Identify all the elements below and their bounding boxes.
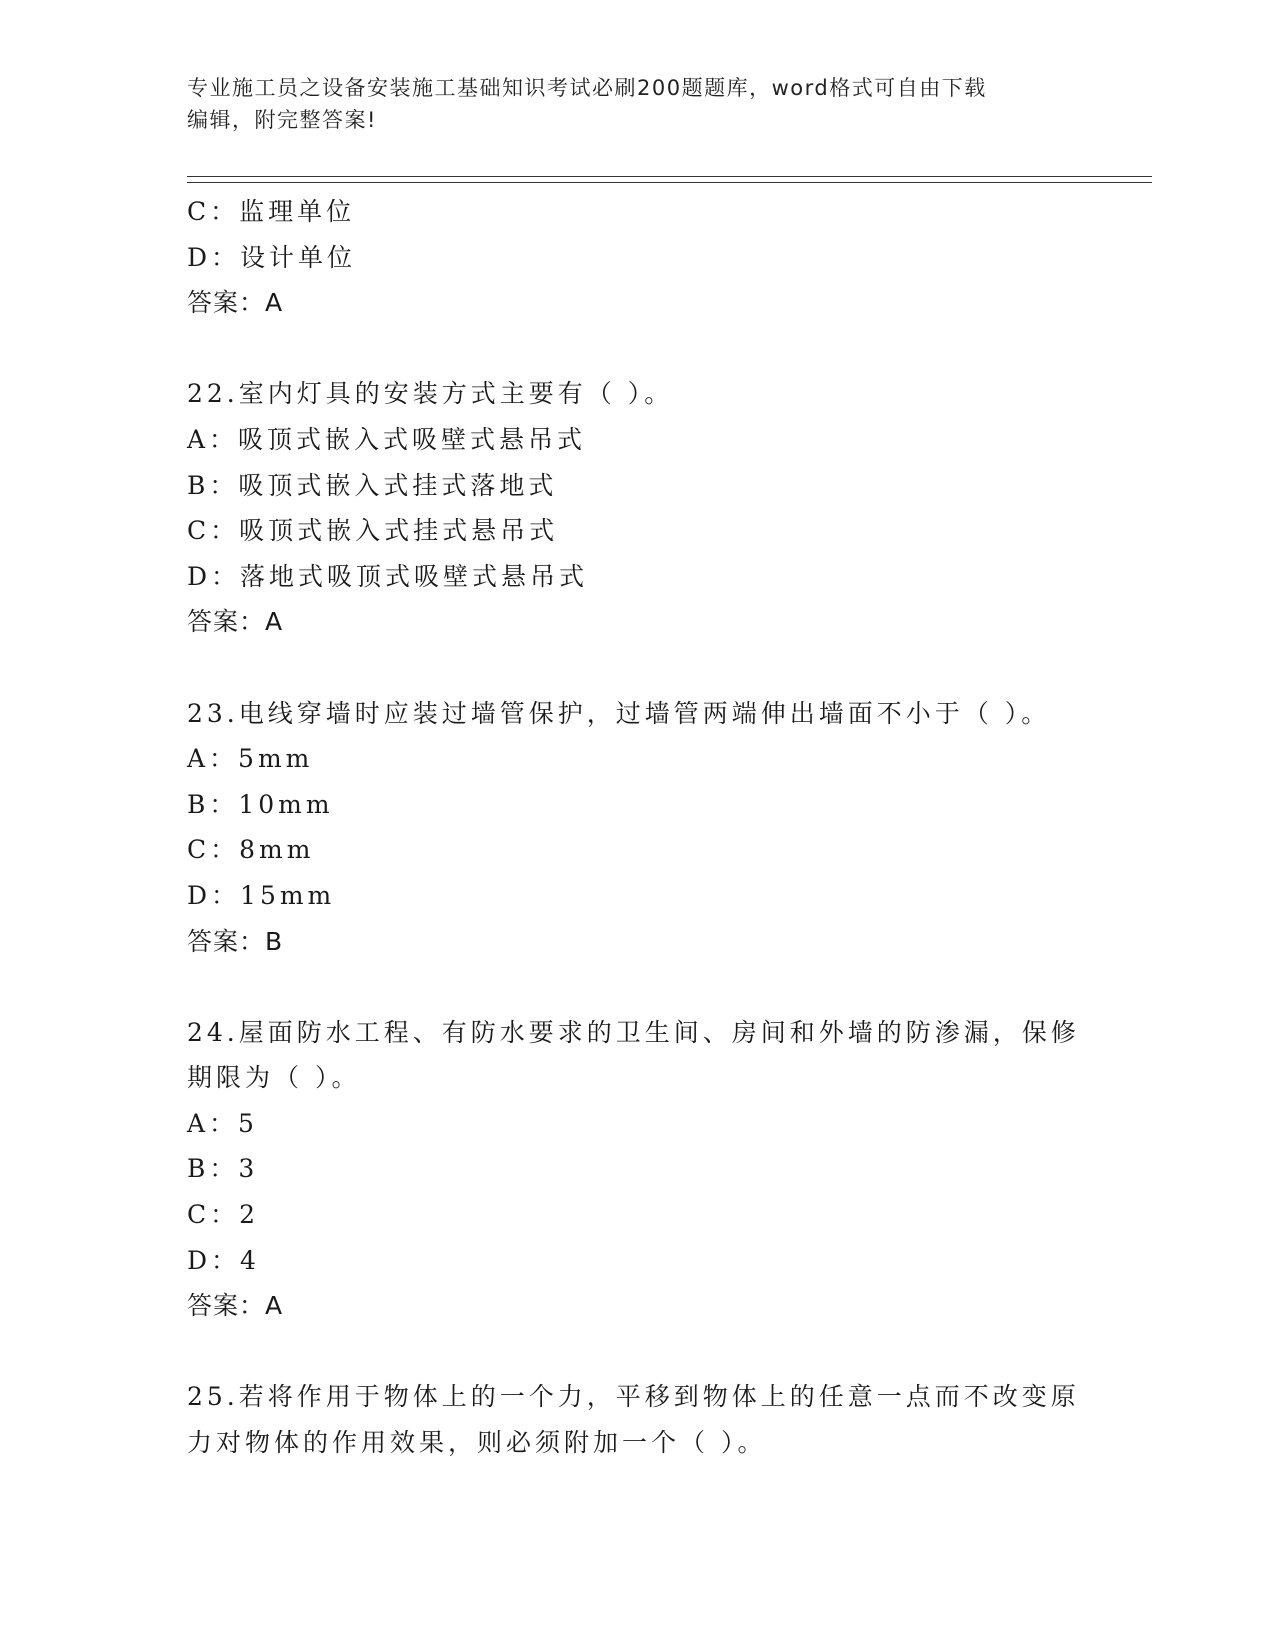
question-stem-line-2: 力对物体的作用效果，则必须附加一个（ ）。 — [187, 1428, 767, 1458]
document-header — [187, 72, 1087, 136]
option-c: C：8mm — [187, 835, 315, 865]
option-b: B：吸顶式嵌入式挂式落地式 — [187, 470, 558, 500]
option-a: A：5 — [187, 1108, 258, 1138]
question-25 — [187, 1374, 1087, 1465]
header-line-2: 编辑，附完整答案! — [187, 108, 377, 132]
option-d: D：设计单位 — [187, 242, 357, 272]
option-d: D：落地式吸顶式吸壁式悬吊式 — [187, 561, 589, 591]
header-line-1: 专业施工员之设备安装施工基础知识考试必刷200题题库，word格式可自由下载 — [187, 76, 987, 100]
option-c: C：监理单位 — [187, 197, 356, 226]
question-22 — [187, 371, 1087, 645]
question-21-tail — [187, 189, 1087, 326]
option-a: A：吸顶式嵌入式吸壁式悬吊式 — [187, 424, 587, 454]
header-divider-bottom — [187, 182, 1152, 183]
answer-line: 答案：A — [187, 1291, 284, 1321]
question-list — [187, 189, 1087, 1466]
option-a: A：5mm — [187, 744, 314, 774]
answer-line: 答案：B — [187, 926, 284, 956]
option-b: B：10mm — [187, 789, 334, 819]
option-b: B：3 — [187, 1154, 259, 1184]
question-23 — [187, 691, 1087, 965]
answer-line: 答案：A — [187, 288, 284, 318]
header-divider-top — [187, 176, 1152, 177]
option-c: C：吸顶式嵌入式挂式悬吊式 — [187, 516, 559, 546]
option-c: C：2 — [187, 1200, 260, 1230]
question-stem: 23.电线穿墙时应装过墙管保护，过墙管两端伸出墙面不小于（ ）。 — [187, 698, 1051, 728]
answer-line: 答案：A — [187, 607, 284, 637]
question-stem: 22.室内灯具的安装方式主要有（ ）。 — [187, 379, 674, 409]
question-stem-line-1: 24.屋面防水工程、有防水要求的卫生间、房间和外墙的防渗漏，保修 — [187, 1017, 1080, 1047]
question-stem-line-2: 期限为（ ）。 — [187, 1063, 361, 1093]
question-stem-line-1: 25.若将作用于物体上的一个力，平移到物体上的任意一点而不改变原 — [187, 1382, 1080, 1412]
option-d: D：4 — [187, 1245, 260, 1275]
question-24 — [187, 1010, 1087, 1329]
option-d: D：15mm — [187, 880, 336, 910]
